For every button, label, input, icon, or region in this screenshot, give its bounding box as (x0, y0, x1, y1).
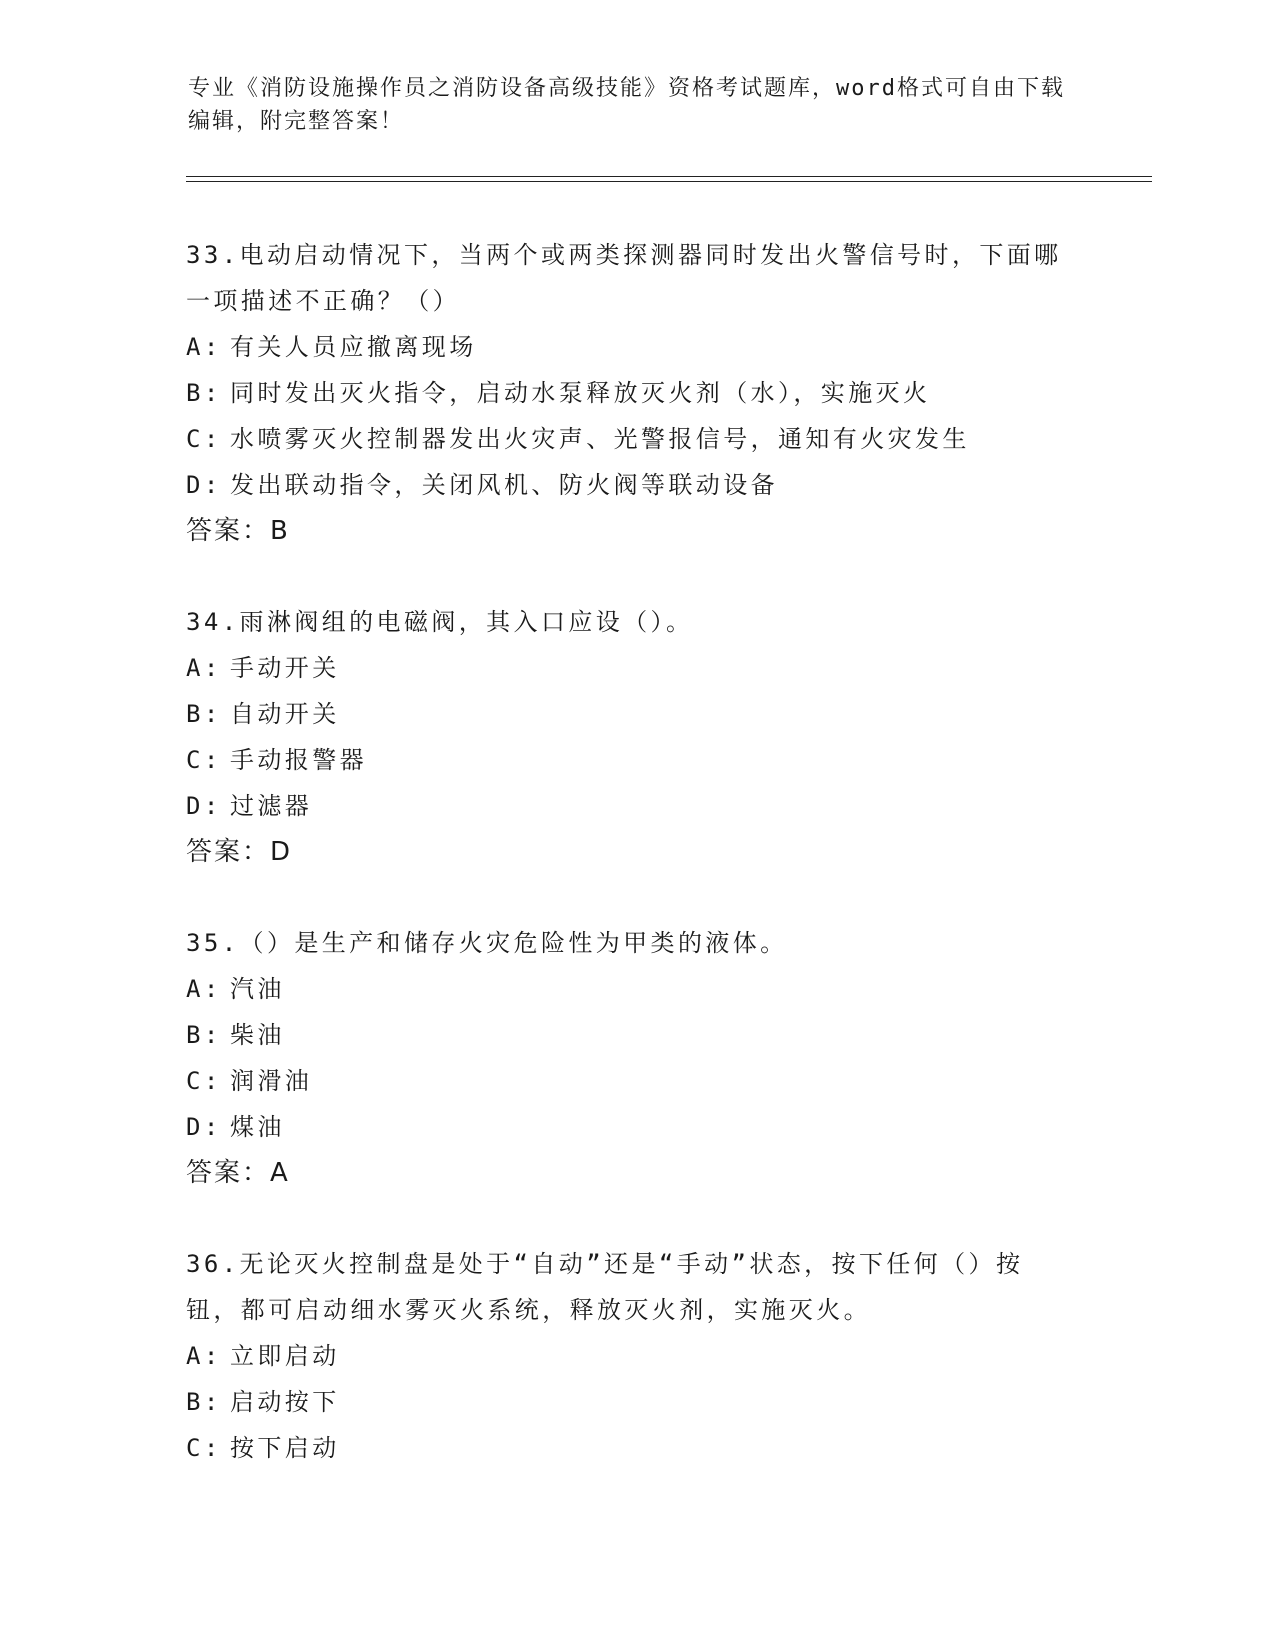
option-a (186, 1333, 1086, 1379)
question-34 (186, 599, 1086, 875)
option-letter: A: (186, 333, 222, 361)
question-36 (186, 1241, 1086, 1471)
option-c (186, 1425, 1086, 1471)
option-d (186, 783, 1086, 829)
header-divider-top (186, 176, 1152, 177)
option-letter: C: (186, 425, 222, 453)
option-text: 煤油 (230, 1113, 285, 1141)
option-text: 立即启动 (230, 1342, 340, 1370)
option-text: 有关人员应撤离现场 (230, 333, 477, 361)
option-text: 手动报警器 (230, 746, 367, 774)
option-d (186, 1104, 1086, 1150)
option-letter: A: (186, 1342, 222, 1370)
option-b (186, 1379, 1086, 1425)
answer-line: 答案：D (186, 837, 293, 867)
option-c (186, 737, 1086, 783)
header-divider-bottom (186, 181, 1152, 182)
question-text: 36.无论灭火控制盘是处于“自动”还是“手动”状态，按下任何（）按钮，都可启动细水雾灭火系统，释放灭火剂，实施灭火。 (186, 1250, 1024, 1324)
question-text: 35.（）是生产和储存火灾危险性为甲类的液体。 (186, 929, 788, 957)
option-letter: B: (186, 1388, 222, 1416)
question-text: 33.电动启动情况下，当两个或两类探测器同时发出火警信号时，下面哪一项描述不正确？（） (186, 241, 1062, 315)
option-text: 按下启动 (230, 1434, 340, 1462)
option-text: 发出联动指令，关闭风机、防火阀等联动设备 (230, 471, 778, 499)
option-b (186, 1012, 1086, 1058)
question-text: 34.雨淋阀组的电磁阀，其入口应设（）。 (186, 608, 694, 636)
option-a (186, 966, 1086, 1012)
question-33 (186, 232, 1086, 554)
option-letter: B: (186, 700, 222, 728)
option-d (186, 462, 1086, 508)
option-c (186, 1058, 1086, 1104)
option-letter: A: (186, 975, 222, 1003)
document-header: 专业《消防设施操作员之消防设备高级技能》资格考试题库，word格式可自由下载编辑，附完整答案！ (188, 76, 1065, 134)
question-35 (186, 920, 1086, 1196)
option-text: 汽油 (230, 975, 285, 1003)
answer-line: 答案：B (186, 516, 290, 546)
option-a (186, 645, 1086, 691)
option-text: 手动开关 (230, 654, 340, 682)
option-letter: A: (186, 654, 222, 682)
option-text: 润滑油 (230, 1067, 313, 1095)
option-letter: D: (186, 792, 222, 820)
option-letter: C: (186, 1067, 222, 1095)
option-text: 自动开关 (230, 700, 340, 728)
option-letter: D: (186, 471, 222, 499)
option-a (186, 324, 1086, 370)
option-b (186, 370, 1086, 416)
option-letter: B: (186, 1021, 222, 1049)
option-text: 水喷雾灭火控制器发出火灾声、光警报信号，通知有火灾发生 (230, 425, 970, 453)
question-list (186, 232, 1086, 1516)
option-letter: B: (186, 379, 222, 407)
option-letter: C: (186, 746, 222, 774)
option-b (186, 691, 1086, 737)
option-c (186, 416, 1086, 462)
option-letter: D: (186, 1113, 222, 1141)
answer-line: 答案：A (186, 1158, 290, 1188)
option-text: 同时发出灭火指令，启动水泵释放灭火剂（水），实施灭火 (230, 379, 931, 407)
option-text: 过滤器 (230, 792, 313, 820)
option-text: 柴油 (230, 1021, 285, 1049)
option-letter: C: (186, 1434, 222, 1462)
option-text: 启动按下 (230, 1388, 340, 1416)
